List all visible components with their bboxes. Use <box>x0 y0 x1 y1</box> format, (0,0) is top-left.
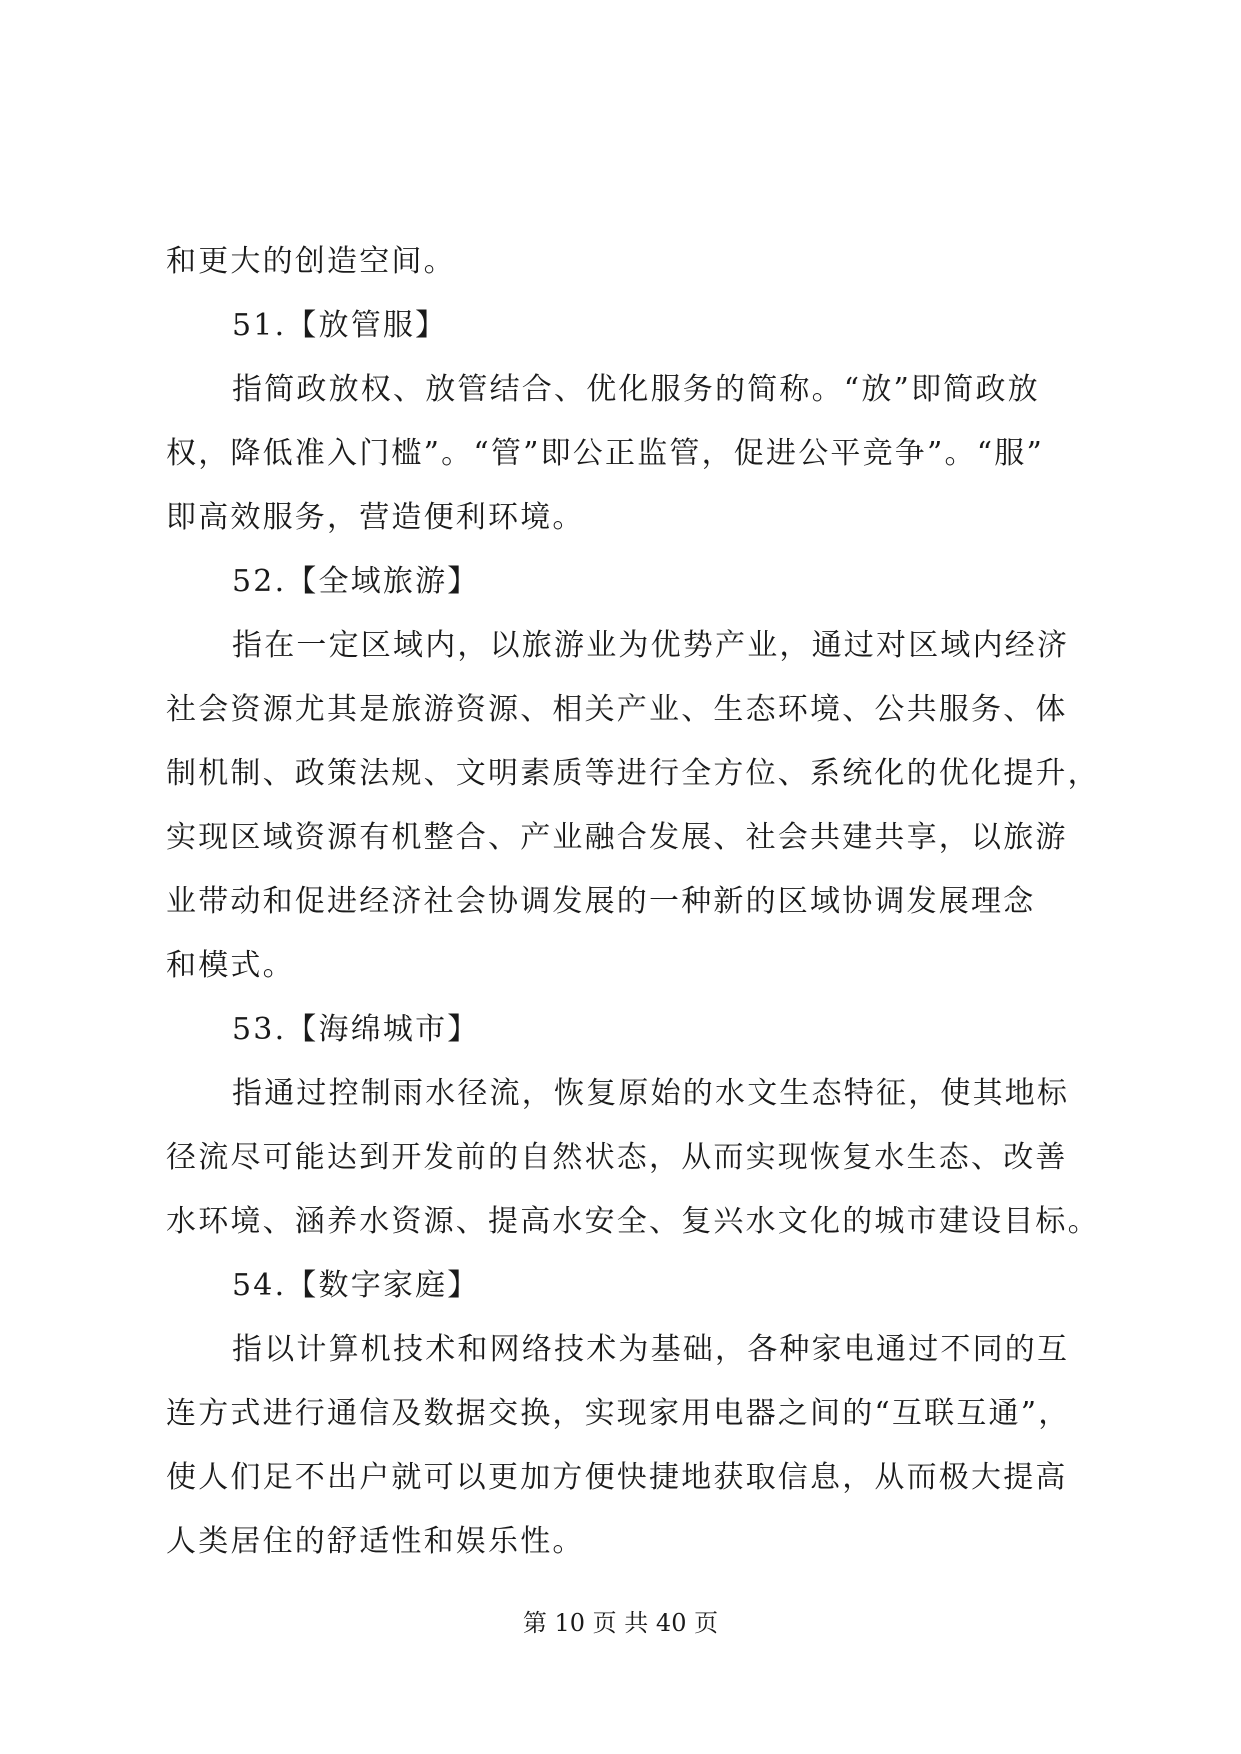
term-heading: 53.【海绵城市】 <box>232 1012 480 1047</box>
paragraph-line: 人类居住的舒适性和娱乐性。 <box>166 1524 585 1559</box>
paragraph-line: 指以计算机技术和网络技术为基础，各种家电通过不同的互 <box>232 1332 1070 1367</box>
paragraph-line: 实现区域资源有机整合、产业融合发展、社会共建共享，以旅游 <box>166 820 1068 855</box>
paragraph-line: 业带动和促进经济社会协调发展的一种新的区域协调发展理念 <box>166 884 1036 919</box>
document-body <box>166 230 1100 1574</box>
paragraph-line: 和模式。 <box>166 948 295 983</box>
paragraph-line: 指在一定区域内，以旅游业为优势产业，通过对区域内经济 <box>232 628 1070 663</box>
paragraph-line: 连方式进行通信及数据交换，实现家用电器之间的“互联互通”， <box>166 1396 1071 1431</box>
paragraph-line: 制机制、政策法规、文明素质等进行全方位、系统化的优化提升， <box>166 756 1100 791</box>
paragraph-line: 水环境、涵养水资源、提高水安全、复兴水文化的城市建设目标。 <box>166 1204 1100 1239</box>
page-footer: 第 10 页 共 40 页 <box>522 1609 719 1637</box>
paragraph-line: 权，降低准入门槛”。“管”即公正监管，促进公平竞争”。“服” <box>166 436 1045 471</box>
term-heading: 52.【全域旅游】 <box>232 564 480 599</box>
paragraph-line: 和更大的创造空间。 <box>166 244 456 279</box>
paragraph-line: 社会资源尤其是旅游资源、相关产业、生态环境、公共服务、体 <box>166 692 1068 727</box>
term-heading: 51.【放管服】 <box>232 308 448 343</box>
term-heading: 54.【数字家庭】 <box>232 1268 480 1303</box>
paragraph-line: 指简政放权、放管结合、优化服务的简称。“放”即简政放 <box>232 372 1040 407</box>
paragraph-line: 即高效服务，营造便利环境。 <box>166 500 585 535</box>
paragraph-line: 使人们足不出户就可以更加方便快捷地获取信息，从而极大提高 <box>166 1460 1068 1495</box>
paragraph-line: 指通过控制雨水径流，恢复原始的水文生态特征，使其地标 <box>232 1076 1070 1111</box>
paragraph-line: 径流尽可能达到开发前的自然状态，从而实现恢复水生态、改善 <box>166 1140 1068 1175</box>
